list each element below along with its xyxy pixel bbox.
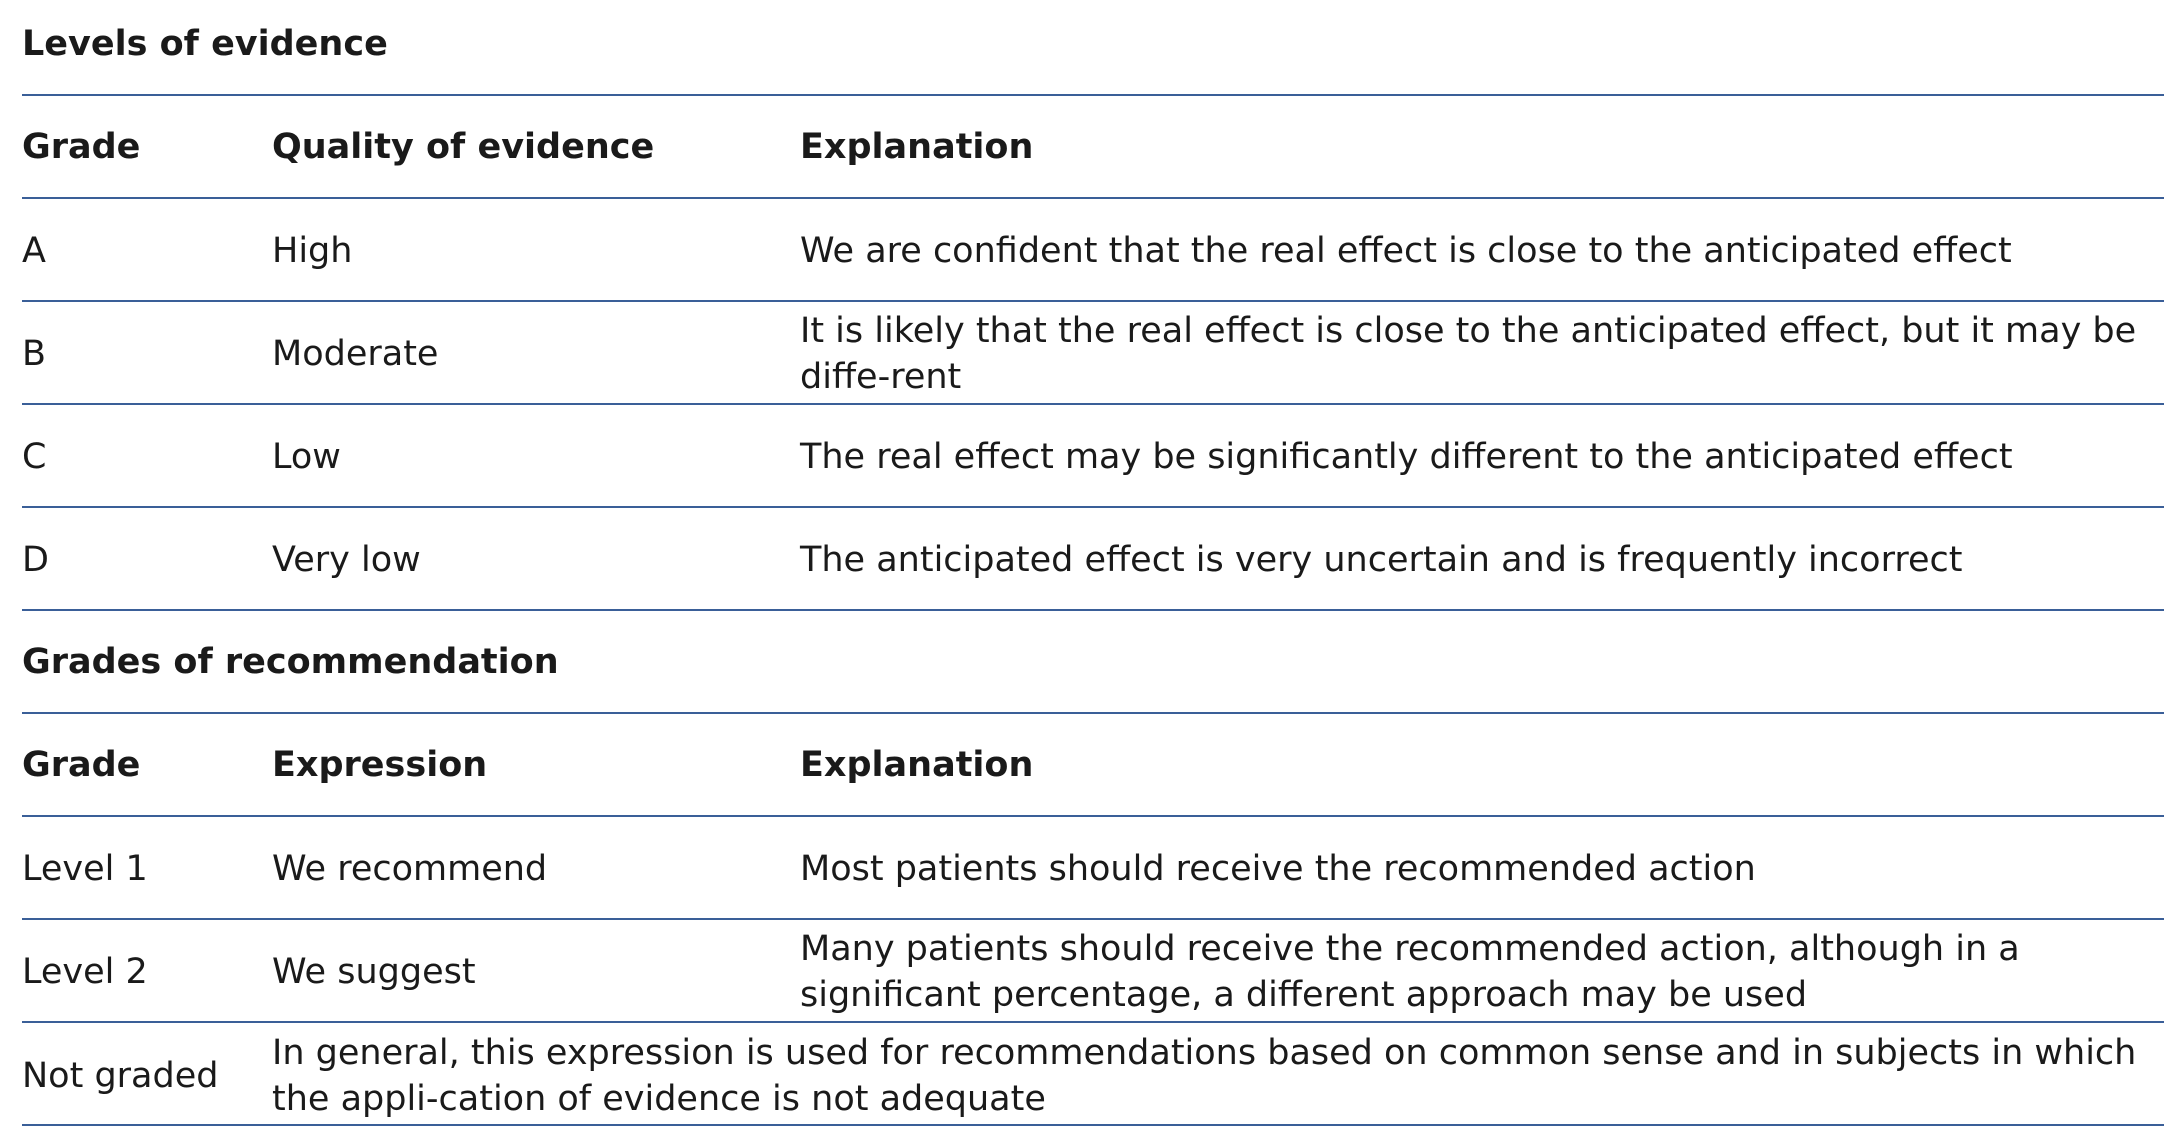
rule-line [22,506,2164,508]
rule-line [22,1021,2164,1023]
expression-cell: We recommend [272,849,548,889]
grade-cell: Level 2 [22,952,148,992]
explanation-cell: The anticipated effect is very uncertain and is frequently incorrect [800,540,1963,580]
grade-cell: Level 1 [22,849,148,889]
explanation-cell: It is likely that the real effect is close to the anticipated effect, but it may be diffe-rent [800,311,2137,397]
quality-cell: Very low [272,540,421,580]
explanation-cell: Many patients should receive the recommended action, although in a significant percentage, a different approach may be used [800,929,2020,1015]
rule-line [22,712,2164,714]
grade-cell: B [22,334,47,374]
quality-cell: Moderate [272,334,439,374]
header-explanation: Explanation [800,127,1034,167]
grade-cell: Not graded [22,1056,219,1096]
explanation-cell: Most patients should receive the recommended action [800,849,1756,889]
grade-cell: C [22,437,47,477]
levels-of-evidence-title: Levels of evidence [22,24,388,64]
rule-line [22,197,2164,199]
quality-cell: High [272,231,353,271]
grades-of-recommendation-title: Grades of recommendation [22,642,559,682]
rule-line [22,403,2164,405]
rule-line [22,1124,2164,1126]
quality-cell: Low [272,437,341,477]
expression-cell: We suggest [272,952,476,992]
grade-cell: A [22,231,46,271]
explanation-cell: The real effect may be significantly different to the anticipated effect [800,437,2013,477]
grade-cell: D [22,540,49,580]
explanation-cell: We are confident that the real effect is close to the anticipated effect [800,231,2012,271]
header-quality-of-evidence: Quality of evidence [272,127,655,167]
rule-line [22,918,2164,920]
header-explanation: Explanation [800,745,1034,785]
header-expression: Expression [272,745,488,785]
rule-line [22,94,2164,96]
rule-line [22,609,2164,611]
explanation-cell: In general, this expression is used for recommendations based on common sense and in subjects in which the appli-cation of evidence is not adequate [272,1033,2137,1119]
rule-line [22,815,2164,817]
rule-line [22,300,2164,302]
header-grade: Grade [22,127,141,167]
header-grade: Grade [22,745,141,785]
